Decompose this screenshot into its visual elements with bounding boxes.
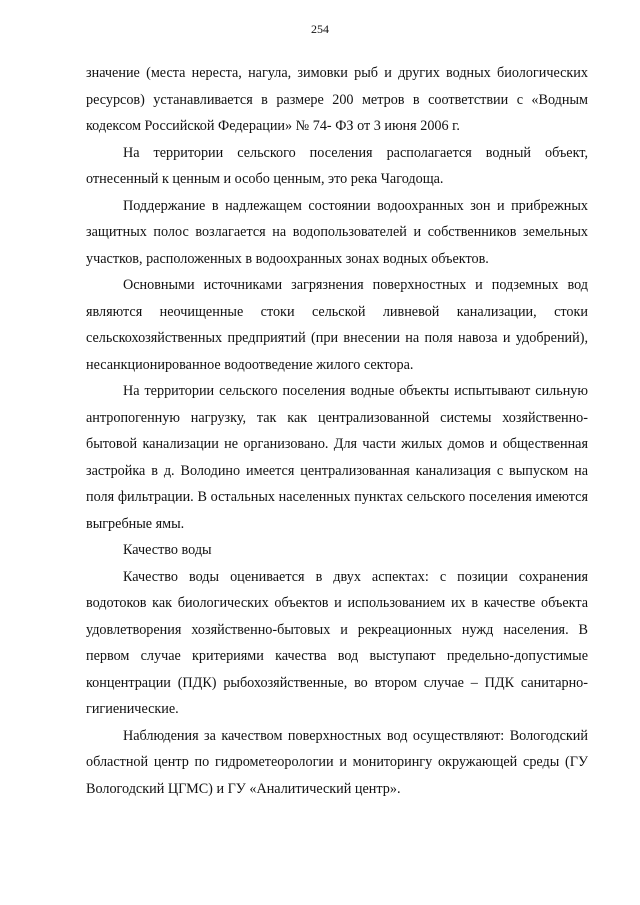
document-body [86,60,588,802]
paragraph-monitoring: Наблюдения за качеством поверхностных вод осуществляют: Вологодский областной центр по гидрометеорологии и мониторингу окружающей среды (ГУ Вологодский ЦГМС) и ГУ «Аналитический центр». [86,727,588,797]
paragraph-pollution-sources: Основными источниками загрязнения поверхностных и подземных вод являются неочищенные стоки сельской ливневой канализации, стоки сельскохозяйственных предприятий (при внесении на поля навоза и удобрений), несанкционированное водоотведение жилого сектора. [86,277,588,373]
section-heading-water-quality: Качество воды [123,542,212,558]
paragraph-continuation: значение (места нереста, нагула, зимовки рыб и других водных биологических ресурсов) устанавливается в размере 200 метров в соответствии с «Водным кодексом Российской Федерации» № 74- ФЗ от 3 июня 2006 г. [86,65,588,134]
paragraph-water-object: На территории сельского поселения располагается водный объект, отнесенный к ценным и особо ценным, это река Чагодоща. [86,144,588,187]
page-number: 254 [311,22,329,36]
paragraph-maintenance: Поддержание в надлежащем состоянии водоохранных зон и прибрежных защитных полос возлагается на водопользователей и собственников земельных участков, расположенных в водоохранных зонах водных объектов. [86,197,588,267]
paragraph-anthropogenic-load: На территории сельского поселения водные объекты испытывают сильную антропогенную нагрузку, так как централизованной системы хозяйственно-бытовой канализации не организовано. Для части жилых домов и общественная застройка в д. Володино имеется централизованная канализация с выпуском на поля фильтрации. В остальных населенных пунктах сельского поселения имеются выгребные ямы. [86,383,588,532]
paragraph-quality-assessment: Качество воды оценивается в двух аспектах: с позиции сохранения водотоков как биологических объектов и использованием их в качестве объекта удовлетворения хозяйственно-бытовых и рекреационных нужд населения. В первом случае критериями качества вод выступают предельно-допустимые концентрации (ПДК) рыбохозяйственные, во втором случае – ПДК санитарно-гигиенические. [86,568,588,717]
